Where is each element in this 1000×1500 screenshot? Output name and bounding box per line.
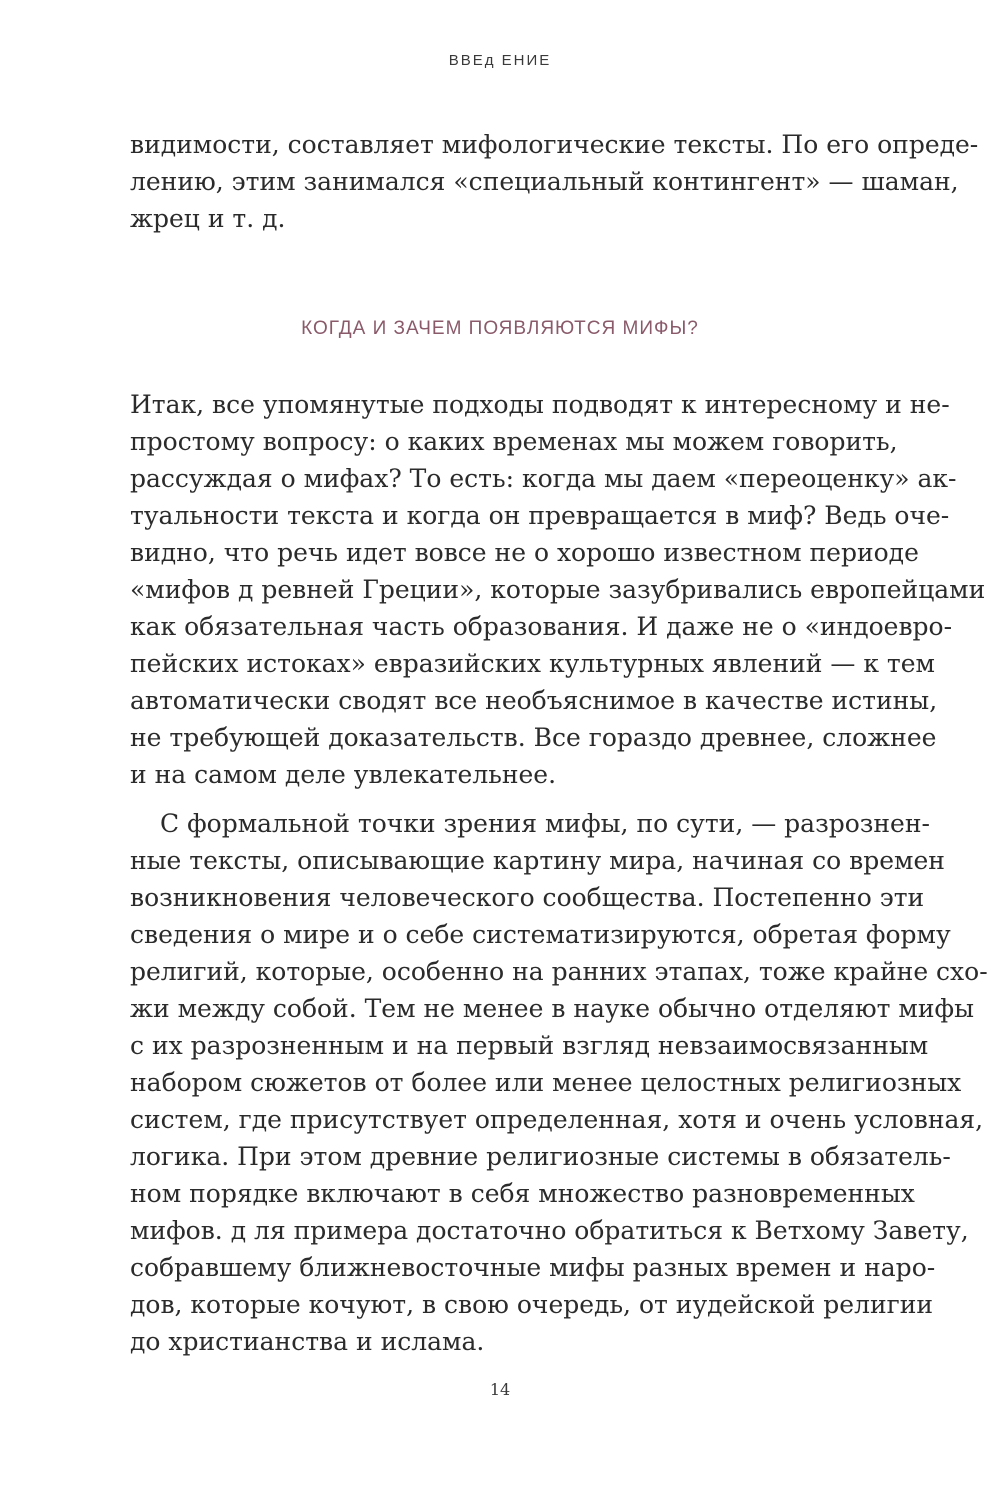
text-line: рассуждая о мифах? То есть: когда мы даем «переоценку» ак- [130, 464, 957, 493]
text-line: видно, что речь идет вовсе не о хорошо известном периоде [130, 538, 919, 567]
text-line: набором сюжетов от более или менее целостных религиозных [130, 1068, 962, 1097]
text-line: логика. При этом древние религиозные системы в обязатель- [130, 1142, 951, 1171]
text-line: как обязательная часть образования. И даже не о «индоевро- [130, 612, 953, 641]
text-line: пейских истоках» евразийских культурных явлений — к тем [130, 649, 935, 678]
text-line: С формальной точки зрения мифы, по сути, — разрознен- [160, 809, 930, 838]
text-line: «мифов д ревней Греции», которые зазубривались европейцами [130, 575, 986, 604]
text-line: сведения о мире и о себе систематизируются, обретая форму [130, 920, 951, 949]
text-line: возникновения человеческого сообщества. Постепенно эти [130, 883, 925, 912]
text-line: религий, которые, особенно на ранних этапах, тоже крайне схо- [130, 957, 988, 986]
running-head: ВВЕд ЕНИЕ [448, 52, 552, 69]
intro-paragraph [130, 126, 979, 237]
text-line: с их разрозненным и на первый взгляд невзаимосвязанным [130, 1031, 929, 1060]
text-line: ные тексты, описывающие картину мира, начиная со времен [130, 846, 945, 875]
text-line: простому вопросу: о каких временах мы можем говорить, [130, 427, 898, 456]
text-line: видимости, составляет мифологические тексты. По его опреде- [130, 130, 979, 159]
paragraph-1 [130, 386, 986, 793]
text-line: жрец и т. д. [130, 204, 286, 233]
text-line: до христианства и ислама. [130, 1327, 485, 1356]
text-line: и на самом деле увлекательнее. [130, 760, 557, 789]
text-line: туальности текста и когда он превращается в миф? Ведь оче- [130, 501, 950, 530]
text-line: ном порядке включают в себя множество разновременных [130, 1179, 915, 1208]
page-number: 14 [489, 1380, 511, 1399]
text-line: не требующей доказательств. Все гораздо древнее, сложнее [130, 723, 937, 752]
text-line: собравшему ближневосточные мифы разных времен и наро- [130, 1253, 936, 1282]
text-line: жи между собой. Тем не менее в науке обычно отделяют мифы [130, 994, 975, 1023]
text-line: мифов. д ля примера достаточно обратиться к Ветхому Завету, [130, 1216, 969, 1245]
text-line: систем, где присутствует определенная, хотя и очень условная, [130, 1105, 984, 1134]
text-line: лению, этим занимался «специальный контингент» — шаман, [130, 167, 959, 196]
text-line: дов, которые кочуют, в свою очередь, от иудейской религии [130, 1290, 934, 1319]
section-heading: КОГДА И ЗАЧЕМ ПОЯВЛЯЮТСЯ МИФЫ? [301, 318, 699, 339]
paragraph-2 [130, 805, 988, 1360]
text-line: Итак, все упомянутые подходы подводят к интересному и не- [130, 390, 950, 419]
text-line: автоматически сводят все необъяснимое в качестве истины, [130, 686, 938, 715]
